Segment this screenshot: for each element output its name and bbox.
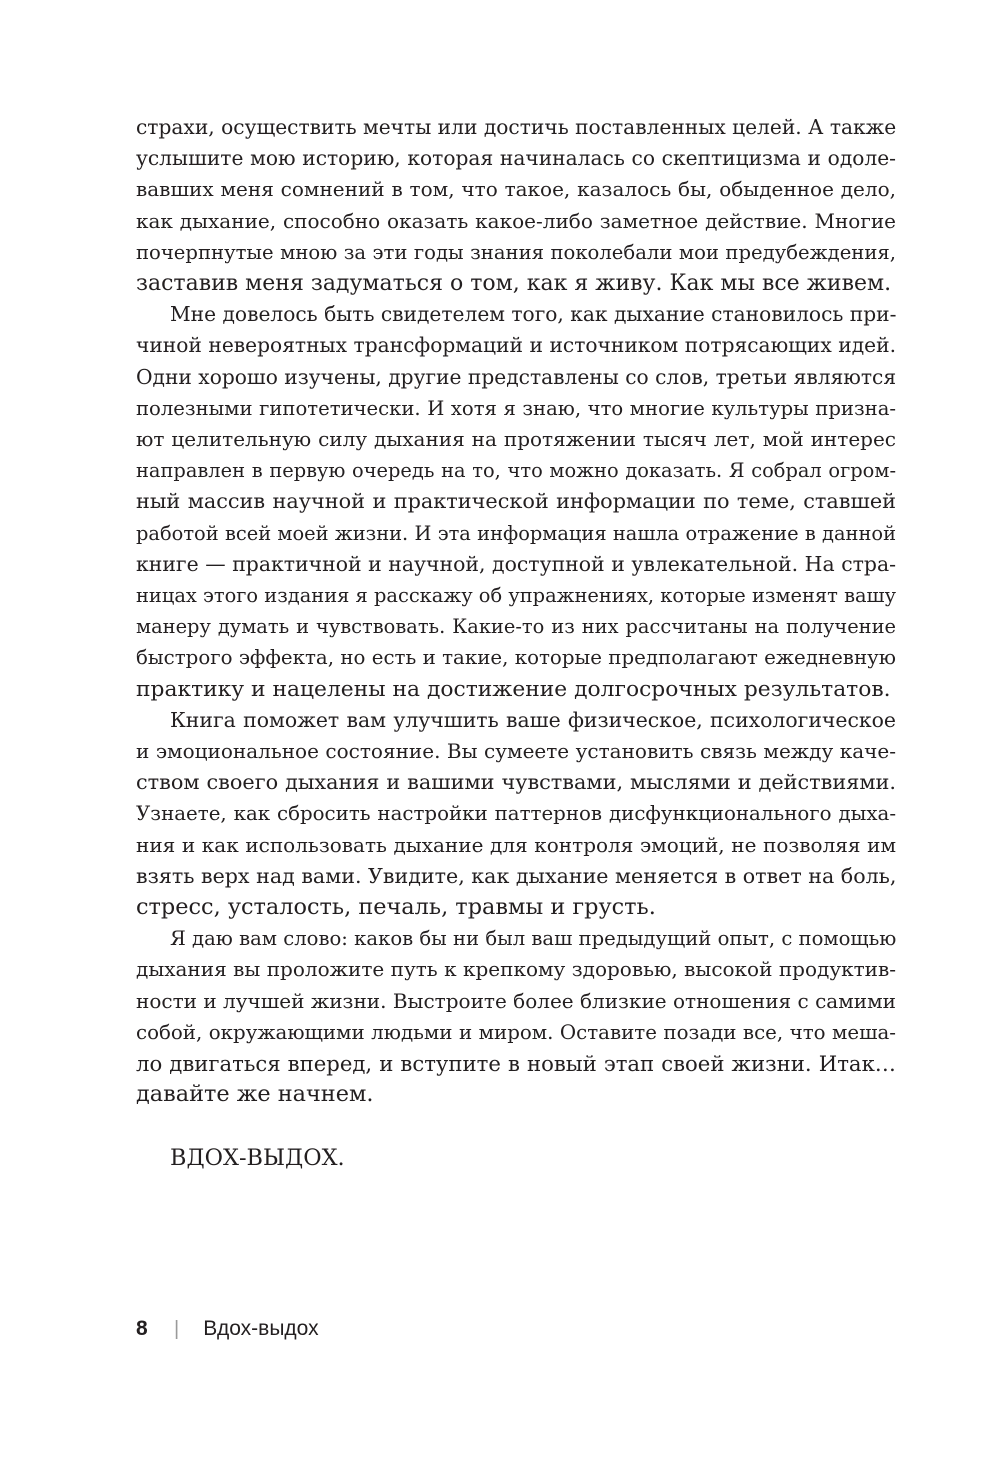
running-title: Вдох-выдох (203, 1317, 319, 1340)
text-line: и эмоциональное состояние. Вы сумеете установить связь между каче- (136, 739, 896, 764)
text-line: чиной невероятных трансформаций и источником потрясающих идей. (136, 333, 896, 358)
text-line: услышите мою историю, которая начиналась со скептицизма и одоле- (136, 146, 896, 171)
text-line: стресс, усталость, печаль, травмы и грусть. (136, 894, 656, 921)
footer-separator: | (174, 1317, 180, 1340)
text-line: ный массив научной и практической информации по теме, ставшей (136, 489, 896, 514)
paragraph-3 (136, 705, 896, 923)
text-line: быстрого эффекта, но есть и такие, которые предполагают ежедневную (136, 646, 896, 670)
text-line: ло двигаться вперед, и вступите в новый этап своей жизни. Итак… (136, 1051, 896, 1077)
text-line: работой всей моей жизни. И эта информация нашла отражение в данной (136, 521, 896, 545)
text-line: собой, окружающими людьми и миром. Оставите позади все, что меша- (136, 1020, 896, 1044)
text-line: практику и нацелены на достижение долгосрочных результатов. (136, 676, 891, 702)
text-line: полезными гипотетически. И хотя я знаю, что многие культуры призна- (136, 396, 896, 420)
text-line: дыхания вы проложите путь к крепкому здоровью, высокой продуктив- (136, 957, 896, 982)
text-line: Одни хорошо изучены, другие представлены со слов, третьи являются (136, 364, 897, 389)
text-line: взять верх над вами. Увидите, как дыхание меняется в ответ на боль, (136, 863, 897, 888)
text-line: заставив меня задуматься о том, как я живу. Как мы все живем. (136, 271, 892, 297)
body-text (136, 112, 896, 1111)
text-line: ния и как использовать дыхание для контроля эмоций, не позволяя им (136, 832, 896, 857)
paragraph-2 (136, 299, 896, 705)
text-line: ством своего дыхания и вашими чувствами, мыслями и действиями. (136, 770, 896, 795)
text-line: ют целительную силу дыхания на протяжении тысяч лет, мой интерес (136, 427, 896, 452)
text-line: ности и лучшей жизни. Выстроите более близкие отношения с самими (136, 988, 896, 1013)
text-line: книге — практичной и научной, доступной и увлекательной. На стра- (136, 551, 896, 576)
text-line: манеру думать и чувствовать. Какие-то из них рассчитаны на получение (136, 615, 896, 639)
text-line: направлен в первую очередь на то, что можно доказать. Я собрал огром- (136, 459, 896, 483)
text-line: Я даю вам слово: каков бы ни был ваш предыдущий опыт, с помощью (170, 927, 897, 951)
page-footer (136, 1314, 319, 1344)
closing-line: ВДОХ-ВЫДОХ. (170, 1145, 345, 1171)
text-line: почерпнутые мною за эти годы знания поколебали мои предубеждения, (136, 240, 896, 264)
text-line: как дыхание, способно оказать какое-либо заметное действие. Многие (136, 208, 896, 233)
text-line: страхи, осуществить мечты или достичь поставленных целей. А также (136, 115, 897, 139)
page-number: 8 (136, 1317, 148, 1340)
text-line: давайте же начнем. (136, 1081, 374, 1108)
text-line: Узнаете, как сбросить настройки паттернов дисфункционального дыха- (136, 802, 896, 826)
text-line: Мне довелось быть свидетелем того, как дыхание становилось при- (170, 302, 897, 327)
paragraph-4 (136, 923, 896, 1110)
text-line: ницах этого издания я расскажу об упражнениях, которые изменят вашу (136, 584, 896, 608)
text-line: вавших меня сомнений в том, что такое, казалось бы, обыденное дело, (136, 177, 896, 202)
paragraph-1 (136, 112, 896, 299)
text-line: Книга поможет вам улучшить ваше физическое, психологическое (170, 707, 896, 732)
